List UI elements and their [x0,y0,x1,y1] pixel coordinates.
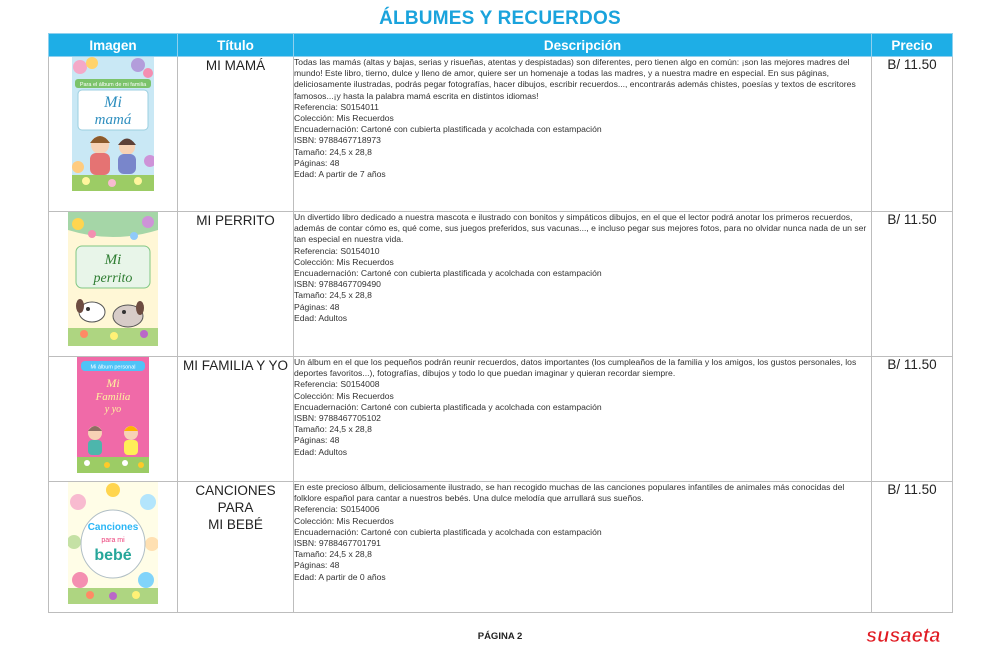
book-collection: Colección: Mis Recuerdos [294,515,394,526]
book-isbn: ISBN: 9788467718973 [294,135,381,146]
book-collection: Colección: Mis Recuerdos [294,256,394,267]
book-pages: Páginas: 48 [294,435,340,446]
column-header-description: Descripción [294,34,872,57]
book-title-line-2: MI BEBÉ [208,517,263,532]
book-description: En este precioso álbum, deliciosamente ilustrado, se han recogido muchas de las canciones populares infantiles de animales más conocidas del folklore español para cantar a nuestros bebés. Una dulce melodía que arrullará sus sueños. [294,482,845,504]
book-price-cell [872,212,953,357]
book-title: MI MAMÁ [205,58,266,73]
book-binding: Encuadernación: Cartoné con cubierta plastificada y acolchada con estampación [294,268,602,279]
book-reference: Referencia: S0154006 [294,504,380,515]
book-price-cell [872,357,953,482]
svg-text:bebé: bebé [94,547,132,564]
page-title: ÁLBUMES Y RECUERDOS [379,8,621,29]
book-reference: Referencia: S0154008 [294,379,380,390]
book-age: Edad: Adultos [294,312,348,323]
table-header-row [49,34,953,57]
brand-logo [864,622,952,648]
book-cover-canciones-para-mi-bebe [68,482,158,604]
book-binding: Encuadernación: Cartoné con cubierta plastificada y acolchada con estampación [294,401,602,412]
table-row [49,357,953,482]
book-cover-cell [49,482,178,613]
book-age: Edad: A partir de 7 años [294,169,386,180]
book-cover-cell [49,212,178,357]
svg-text:y yo: y yo [104,404,122,415]
svg-text:para mi: para mi [101,537,125,544]
book-isbn: ISBN: 9788467701791 [294,538,381,549]
book-collection: Colección: Mis Recuerdos [294,113,394,124]
book-price-cell [872,482,953,613]
svg-text:Mi: Mi [104,94,122,111]
table-row [49,57,953,212]
book-size: Tamaño: 24,5 x 28,8 [294,424,372,435]
svg-text:Para el álbum de mi familia: Para el álbum de mi familia [79,82,147,88]
book-pages: Páginas: 48 [294,157,340,168]
svg-text:Familia: Familia [95,391,131,403]
book-size: Tamaño: 24,5 x 28,8 [294,290,372,301]
book-title-cell [178,357,294,482]
book-price: B/ 11.50 [887,357,937,372]
book-price-cell [872,57,953,212]
brand-name: susaeta [866,625,941,647]
book-size: Tamaño: 24,5 x 28,8 [294,146,372,157]
book-price: B/ 11.50 [887,212,937,227]
book-title: CANCIONES PARA [195,483,276,515]
book-cover-mi-familia-y-yo [77,357,149,473]
book-title-cell [178,212,294,357]
table-row [49,212,953,357]
svg-text:Mi álbum personal: Mi álbum personal [90,364,136,371]
book-reference: Referencia: S0154010 [294,245,380,256]
catalog-table [48,33,953,613]
book-description-cell [294,212,872,357]
book-cover-cell [49,357,178,482]
svg-text:Mi: Mi [106,376,120,390]
book-age: Edad: Adultos [294,446,348,457]
book-title: MI FAMILIA Y YO [182,358,289,373]
svg-text:perrito: perrito [93,271,133,286]
svg-text:mamá: mamá [94,112,132,128]
book-age: Edad: A partir de 0 años [294,571,386,582]
page-number: PÁGINA 2 [477,631,523,642]
book-price: B/ 11.50 [887,57,937,72]
book-description: Un divertido libro dedicado a nuestra mascota e ilustrado con bonitos y simpáticos dibujos, en el que el lector podrá anotar los primeros recuerdos, además de contar cómo es, qué come, sus juegos preferidos, sus vacunas..., e incluso pegar sus mejores fotos, para no olvidar nunca nada de un ser tan especial en nuestra vida. [294,212,867,245]
book-description: Todas las mamás (altas y bajas, serias y risueñas, atentas y despistadas) son diferentes, pero tienen algo en común: ¡son las mejores madres del mundo! Este libro, tierno, dulce y lleno de amor, quiere ser un homenaje a todas las madres, y a nuestra madre en especial. En sus páginas, deliciosamente ilustradas, podrás pegar fotografías, hacer dibujos, escribir recuerdos..., encontrarás además chistes, poesías y textos de escritores famosos...¡y hasta la palabra mamá escrita en distintos idiomas! [294,57,856,101]
book-isbn: ISBN: 9788467705102 [294,413,381,424]
svg-text:Canciones: Canciones [87,522,139,533]
book-description-cell [294,57,872,212]
book-pages: Páginas: 48 [294,560,340,571]
book-description: Un álbum en el que los pequeños podrán reunir recuerdos, datos importantes (los cumpleaños de la familia y los amigos, los gustos personales, los deportes favoritos...), fotografías, dibujos y todo lo que puedan imaginar y quieran recordar siempre. [294,357,857,379]
book-binding: Encuadernación: Cartoné con cubierta plastificada y acolchada con estampación [294,526,602,537]
book-binding: Encuadernación: Cartoné con cubierta plastificada y acolchada con estampación [294,124,602,135]
table-row [49,482,953,613]
book-price: B/ 11.50 [887,482,937,497]
column-header-image: Imagen [49,34,178,57]
book-title-cell [178,482,294,613]
book-title: MI PERRITO [196,213,275,228]
book-cover-cell [49,57,178,212]
column-header-price: Precio [872,34,953,57]
book-size: Tamaño: 24,5 x 28,8 [294,549,372,560]
book-collection: Colección: Mis Recuerdos [294,390,394,401]
book-cover-mi-mama [72,57,154,191]
book-title-cell [178,57,294,212]
book-cover-mi-perrito [68,212,158,346]
book-description-cell [294,482,872,613]
book-reference: Referencia: S0154011 [294,101,379,112]
svg-text:Mi: Mi [104,252,122,268]
column-header-title: Título [178,34,294,57]
book-pages: Páginas: 48 [294,301,340,312]
book-isbn: ISBN: 9788467709490 [294,279,381,290]
book-description-cell [294,357,872,482]
